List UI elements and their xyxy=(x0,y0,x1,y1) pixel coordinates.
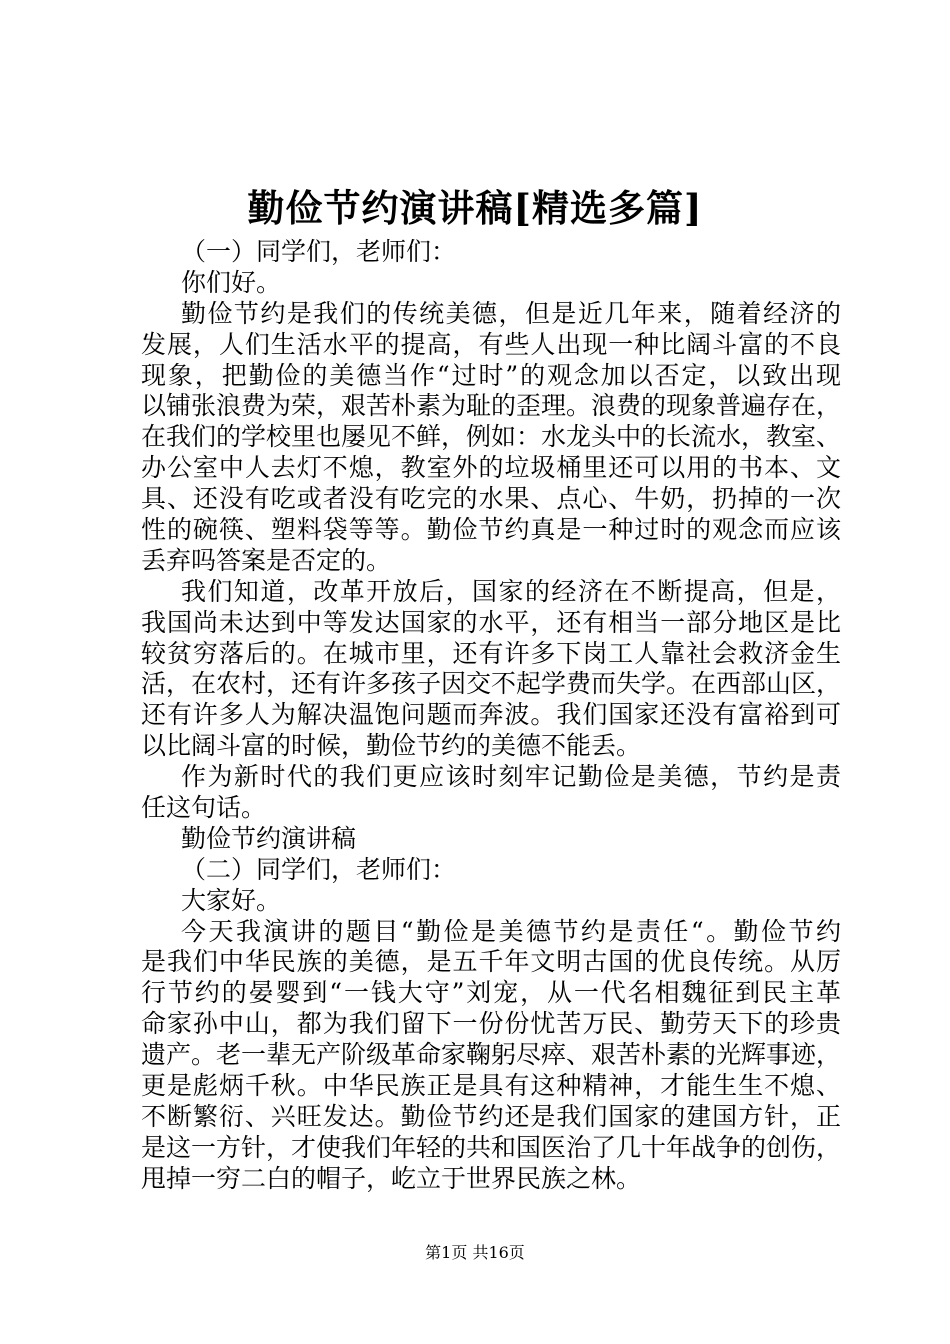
text-line: 大家好。 xyxy=(181,885,282,915)
text-line: 不断繁衍、兴旺发达。勤俭节约还是我们国家的建国方针，正 xyxy=(141,1101,841,1131)
document-title: 勤俭节约演讲稿[精选多篇] xyxy=(247,186,703,230)
text-line: （一）同学们，老师们： xyxy=(181,237,457,266)
text-line: 是这一方针，才使我们年轻的共和国医治了几十年战争的创伤， xyxy=(141,1132,842,1162)
text-line: 现象，把勤俭的美德当作“过时”的观念加以否定，以致出现 xyxy=(141,360,841,390)
text-line: 具、还没有吃或者没有吃完的水果、点心、牛奶，扔掉的一次 xyxy=(141,484,841,514)
text-line: 更是彪炳千秋。中华民族正是具有这种精神，才能生生不熄、 xyxy=(141,1071,841,1101)
text-line: 以铺张浪费为荣，艰苦朴素为耻的歪理。浪费的现象普遍存在， xyxy=(141,391,842,421)
document-body xyxy=(141,237,841,1195)
text-line: （二）同学们，老师们： xyxy=(181,854,457,884)
text-line: 活，在农村，还有许多孩子因交不起学费而失学。在西部山区， xyxy=(141,669,842,699)
text-line: 还有许多人为解决温饱问题而奔波。我们国家还没有富裕到可 xyxy=(141,700,841,730)
text-line: 任这句话。 xyxy=(141,793,267,823)
text-line: 遗产。老一辈无产阶级革命家鞠躬尽瘁、艰苦朴素的光辉事迹， xyxy=(141,1040,842,1070)
text-line: 命家孙中山，都为我们留下一份份忧苦万民、勤劳天下的珍贵 xyxy=(141,1009,841,1039)
text-line: 今天我演讲的题目“勤俭是美德节约是责任“。勤俭节约 xyxy=(181,916,841,946)
text-line: 甩掉一穷二白的帽子，屹立于世界民族之林。 xyxy=(141,1163,642,1193)
text-line: 我国尚未达到中等发达国家的水平，还有相当一部分地区是比 xyxy=(141,607,841,637)
text-line: 勤俭节约演讲稿 xyxy=(181,823,357,853)
text-line: 以比阔斗富的时候，勤俭节约的美德不能丢。 xyxy=(141,731,642,761)
text-line: 你们好。 xyxy=(181,267,282,297)
text-line: 作为新时代的我们更应该时刻牢记勤俭是美德，节约是责 xyxy=(181,762,841,792)
text-line: 行节约的晏婴到“一钱大守”刘宠，从一代名相魏征到民主革 xyxy=(141,978,841,1008)
page-footer: 第1页 共16页 xyxy=(425,1243,525,1262)
text-line: 办公室中人去灯不熄，教室外的垃圾桶里还可以用的书本、文 xyxy=(141,453,841,483)
text-line: 在我们的学校里也屡见不鲜，例如：水龙头中的长流水，教室、 xyxy=(141,422,842,452)
text-line: 性的碗筷、塑料袋等等。勤俭节约真是一种过时的观念而应该 xyxy=(141,515,841,545)
text-line: 是我们中华民族的美德，是五千年文明古国的优良传统。从厉 xyxy=(141,947,841,977)
text-line: 我们知道，改革开放后，国家的经济在不断提高，但是， xyxy=(181,576,841,606)
text-line: 丢弃吗答案是否定的。 xyxy=(141,545,392,575)
text-line: 发展，人们生活水平的提高，有些人出现一种比阔斗富的不良 xyxy=(141,329,841,359)
text-line: 勤俭节约是我们的传统美德，但是近几年来，随着经济的 xyxy=(181,298,841,328)
text-line: 较贫穷落后的。在城市里，还有许多下岗工人靠社会救济金生 xyxy=(141,638,841,668)
